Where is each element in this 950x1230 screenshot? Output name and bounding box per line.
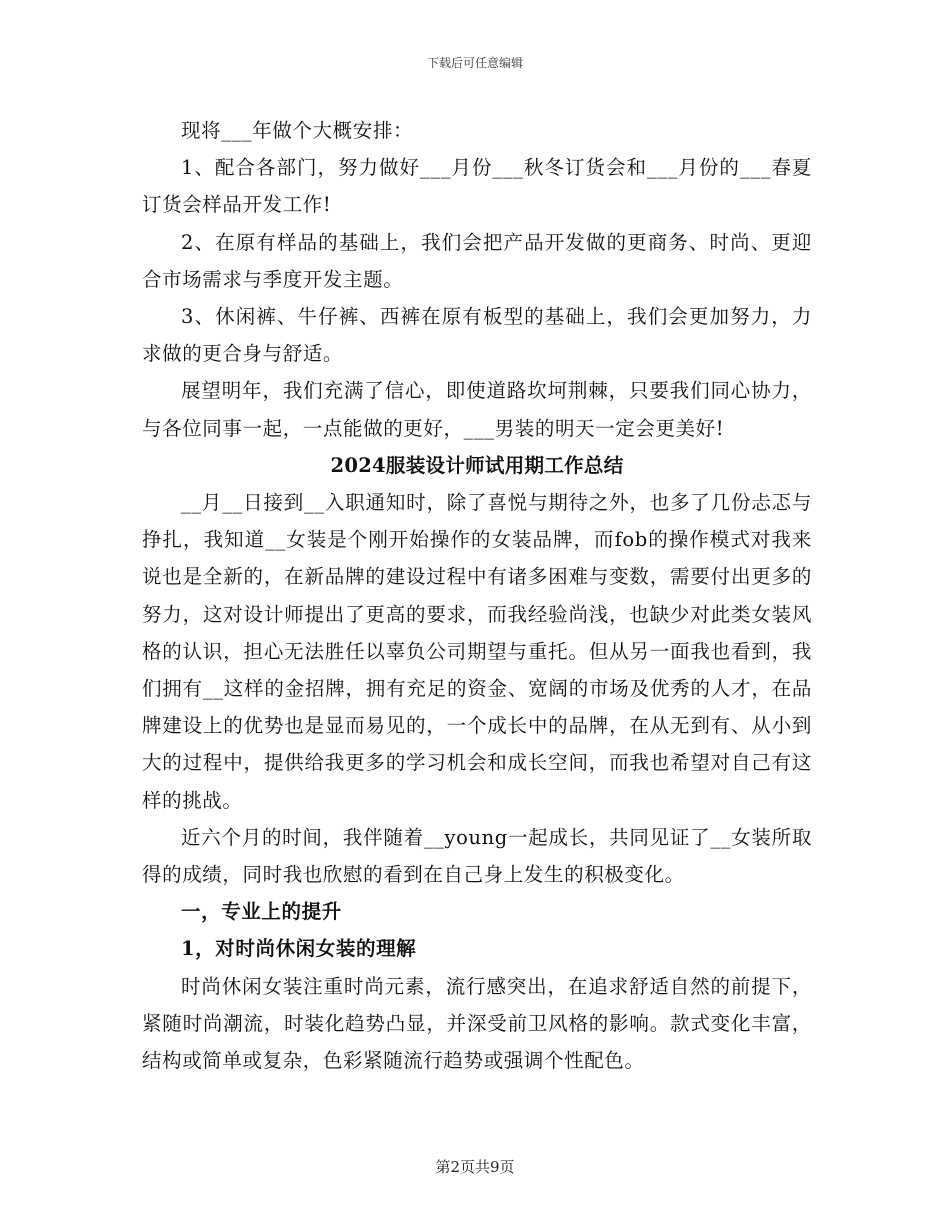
paragraph-casual-wear: 时尚休闲女装注重时尚元素，流行感突出，在追求舒适自然的前提下，紧随时尚潮流，时装化趋势凸显，并深受前卫风格的影响。款式变化丰富，结构或简单或复杂，色彩紧随流行趋势或强调个性配色。 <box>142 974 812 1073</box>
paragraph-outlook: 展望明年，我们充满了信心，即使道路坎坷荆棘，只要我们同心协力，与各位同事一起，一点能做的更好，___男装的明天一定会更美好! <box>142 379 812 440</box>
paragraph-item-1: 1、配合各部门，努力做好___月份___秋冬订货会和___月份的___春夏订货会样品开发工作! <box>142 156 812 217</box>
heading-casual-wear-understanding: 1，对时尚休闲女装的理解 <box>181 937 417 961</box>
paragraph-item-2: 2、在原有样品的基础上，我们会把产品开发做的更商务、时尚、更迎合市场需求与季度开发主题。 <box>142 230 812 291</box>
paragraph-onboarding: __月__日接到__入职通知时，除了喜悦与期待之外，也多了几份忐忑与挣扎，我知道__女装是个刚开始操作的女装品牌，而fob的操作模式对我来说也是全新的，在新品牌的建设过程中有诸多困难与变数，需要付出更多的努力，这对设计师提出了更高的要求，而我经验尚浅，也缺少对此类女装风格的认识，担心无法胜任以辜负公司期望与重托。但从另一面我也看到，我们拥有__这样的金招牌，拥有充足的资金、宽阔的市场及优秀的人才，在品牌建设上的优势也是显而易见的，一个成长中的品牌，在从无到有、从小到大的过程中，提供给我更多的学习机会和成长空间，而我也希望对自己有这样的挑战。 <box>142 491 812 812</box>
paragraph-arrangement-intro: 现将___年做个大概安排： <box>181 119 414 142</box>
section-title: 2024服装设计师试用期工作总结 <box>330 453 624 477</box>
paragraph-item-3: 3、休闲裤、牛仔裤、西裤在原有板型的基础上，我们会更加努力，力求做的更合身与舒适。 <box>142 305 812 366</box>
heading-professional-improvement: 一，专业上的提升 <box>181 900 342 924</box>
paragraph-six-months: 近六个月的时间，我伴随着__young一起成长，共同见证了__女装所取得的成绩，同时我也欣慰的看到在自己身上发生的积极变化。 <box>142 825 812 887</box>
page-number: 第2页共9页 <box>435 1158 515 1176</box>
document-body <box>142 112 812 1079</box>
page-header: 下载后可任意编辑 <box>426 56 523 70</box>
